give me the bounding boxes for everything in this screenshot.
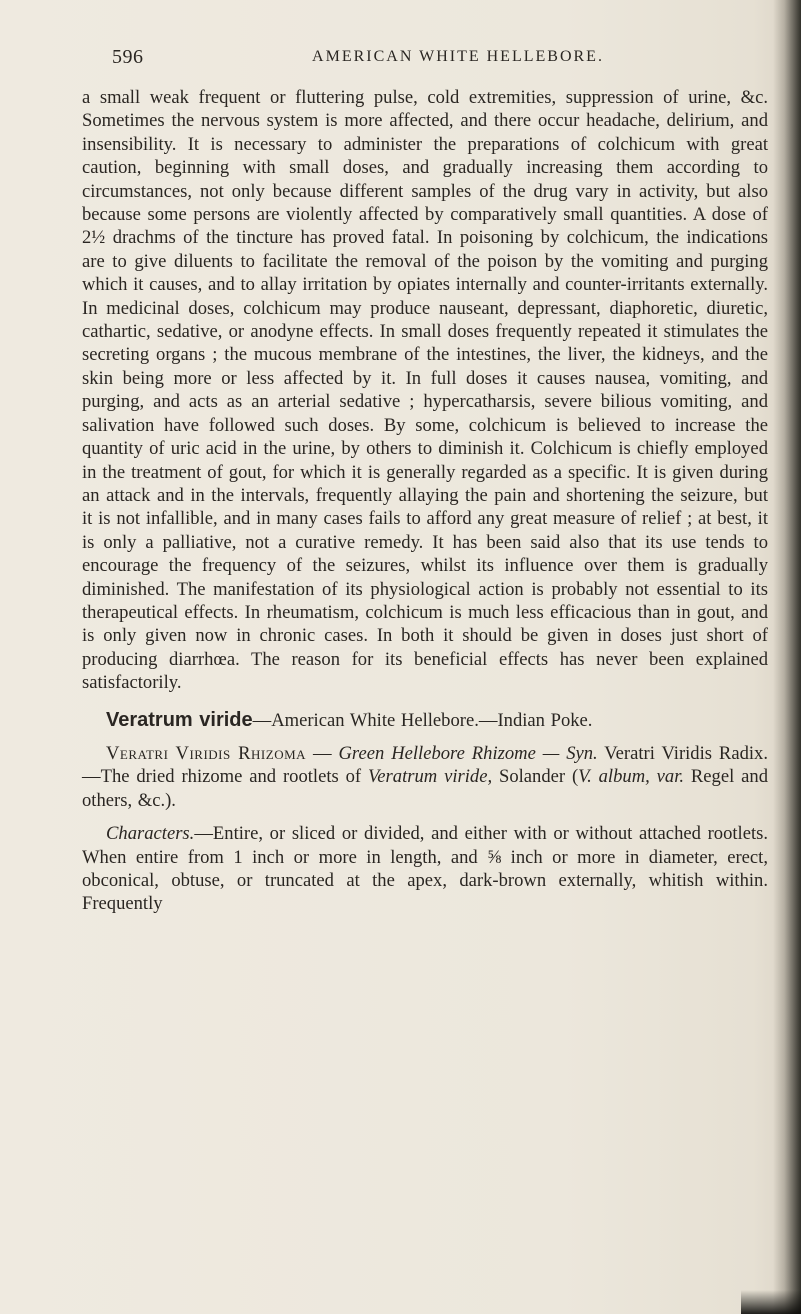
page-corner-shadow (741, 1290, 801, 1314)
characters-label: Characters. (106, 823, 195, 845)
section-heading-veratrum-viride (82, 709, 768, 732)
body-text (82, 86, 768, 916)
page-number: 596 (112, 46, 144, 68)
authority-text: Solander ( (492, 766, 579, 788)
dash: — (306, 742, 339, 764)
definition-end: Regel and others, &c.). (82, 766, 768, 811)
species-name: Veratrum viride, (368, 766, 493, 788)
english-name: Green Hellebore Rhizome — Syn. (338, 742, 598, 764)
page-header (112, 46, 772, 70)
paragraph-rhizoma-definition (82, 742, 768, 812)
definition-text: Veratri Viridis Radix.—The dried rhizome and rootlets of (82, 742, 768, 788)
heading-common-names: —American White Hellebore.—Indian Poke. (252, 709, 593, 731)
variety-name: V. album, var. (578, 766, 685, 788)
paragraph-characters (82, 822, 768, 916)
characters-text: —Entire, or sliced or divided, and either with or without attached rootlets. When entire from 1 inch or more in length, and ⅝ inch or more in diameter, erect, obconical, obtuse, or truncated at the apex, dark-brown externally, whitish within. Frequently (82, 823, 768, 915)
official-name: Veratri Viridis Rhizoma (106, 742, 307, 764)
paragraph-colchicum-effects: a small weak frequent or fluttering pulse, cold extremities, suppression of urine, &c. Sometimes the nervous system is more affected, and there occur headache, delirium, and insensibility. It is necessary to administer the preparations of colchicum with great caution, beginning with small doses, and gradually increasing them according to circumstances, not only because different samples of the drug vary in activity, but also because some persons are violently affected by comparatively small quantities. A dose of 2½ drachms of the tincture has proved fatal. In poisoning by colchicum, the indications are to give diluents to facilitate the removal of the poison by the vomiting and purging which it causes, and to allay irritation by opiates internally and counter-irritants externally. In medicinal doses, colchicum may produce nauseant, depressant, diaphoretic, diuretic, cathartic, sedative, or anodyne effects. In small doses frequently repeated it stimulates the secreting organs ; the mucous membrane of the intestines, the liver, the kidneys, and the skin being more or less affected by it. In full doses it causes nausea, vomiting, and purging, and acts as an arterial sedative ; hypercatharsis, severe bilious vomiting, and salivation have followed such doses. By some, colchicum is believed to increase the quantity of uric acid in the urine, by others to diminish it. Colchicum is chiefly employed in the treatment of gout, for which it is generally regarded as a specific. It is given during an attack and in the intervals, frequently allaying the pain and shortening the seizure, but it is not infallible, and in many cases fails to afford any great measure of relief ; at best, it is only a palliative, not a curative remedy. It has been said also that its use tends to encourage the frequency of the seizures, whilst its influence over them is gradually diminished. The manifestation of its physiological action is probably not essential to its therapeutical effects. In rheumatism, colchicum is much less efficacious than in gout, and is only given now in chronic cases. In both it should be given in doses just short of producing diarrhœa. The reason for its beneficial effects has never been explained satisfactorily. (82, 87, 768, 694)
heading-term: Veratrum viride (106, 708, 253, 731)
running-head: AMERICAN WHITE HELLEBORE. (312, 48, 604, 65)
page-edge-shadow (773, 0, 801, 1314)
